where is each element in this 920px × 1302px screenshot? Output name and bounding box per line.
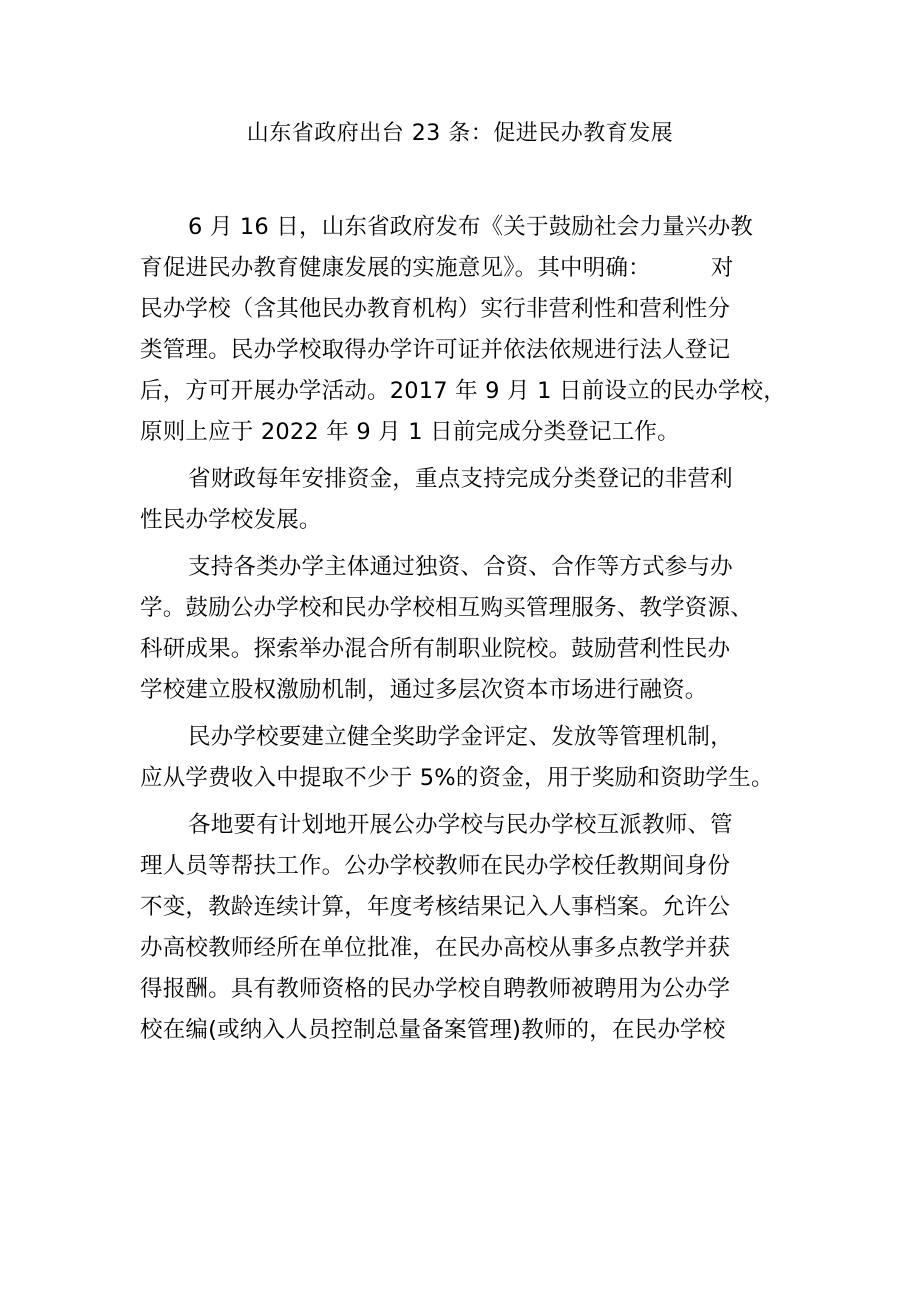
paragraph-line: 办高校教师经所在单位批准，在民办高校从事多点教学并获 bbox=[140, 935, 731, 961]
document-title: 山东省政府出台 23 条：促进民办教育发展 bbox=[246, 121, 674, 146]
paragraph-line: 省财政每年安排资金，重点支持完成分类登记的非营利 bbox=[188, 466, 733, 492]
paragraph-2 bbox=[140, 459, 800, 541]
paragraph-line bbox=[140, 248, 800, 289]
paragraph-line: 科研成果。探索举办混合所有制职业院校。鼓励营利性民办 bbox=[140, 636, 731, 662]
paragraph-line: 性民办学校发展。 bbox=[140, 507, 322, 533]
document-body bbox=[140, 207, 800, 1051]
paragraph-line: 民办学校（含其他民办教育机构）实行非营利性和营利性分 bbox=[140, 296, 731, 322]
paragraph-line: 后，方可开展办学活动。2017 年 9 月 1 日前设立的民办学校， bbox=[140, 378, 786, 404]
paragraph-line: 原则上应于 2022 年 9 月 1 日前完成分类登记工作。 bbox=[140, 419, 680, 445]
paragraph-line: 6 月 16 日，山东省政府发布《关于鼓励社会力量兴办教 bbox=[188, 214, 754, 240]
paragraph-line: 得报酬。具有教师资格的民办学校自聘教师被聘用为公办学 bbox=[140, 976, 731, 1002]
paragraph-3 bbox=[140, 547, 800, 711]
paragraph-line: 校在编(或纳入人员控制总量备案管理)教师的，在民办学校 bbox=[140, 1017, 726, 1043]
paragraph-line: 学。鼓励公办学校和民办学校相互购买管理服务、教学资源、 bbox=[140, 595, 753, 621]
paragraph-line: 各地要有计划地开展公办学校与民办学校互派教师、管 bbox=[188, 812, 733, 838]
paragraph-line: 类管理。民办学校取得办学许可证并依法依规进行法人登记 bbox=[140, 337, 731, 363]
paragraph-line: 学校建立股权激励机制，通过多层次资本市场进行融资。 bbox=[140, 677, 708, 703]
paragraph-line: 应从学费收入中提取不少于 5%的资金，用于奖励和资助学生。 bbox=[140, 765, 774, 791]
paragraph-line-text: 育促进民办教育健康发展的实施意见》。其中明确： bbox=[140, 255, 651, 281]
paragraph-line: 支持各类办学主体通过独资、合资、合作等方式参与办 bbox=[188, 554, 733, 580]
paragraph-line-tail: 对 bbox=[710, 255, 734, 281]
paragraph-line: 民办学校要建立健全奖助学金评定、发放等管理机制， bbox=[188, 724, 733, 750]
paragraph-1 bbox=[140, 207, 800, 453]
paragraph-line: 不变，教龄连续计算，年度考核结果记入人事档案。允许公 bbox=[140, 894, 731, 920]
paragraph-5 bbox=[140, 805, 800, 1051]
paragraph-4 bbox=[140, 717, 800, 799]
paragraph-line: 理人员等帮扶工作。公办学校教师在民办学校任教期间身份 bbox=[140, 853, 731, 879]
